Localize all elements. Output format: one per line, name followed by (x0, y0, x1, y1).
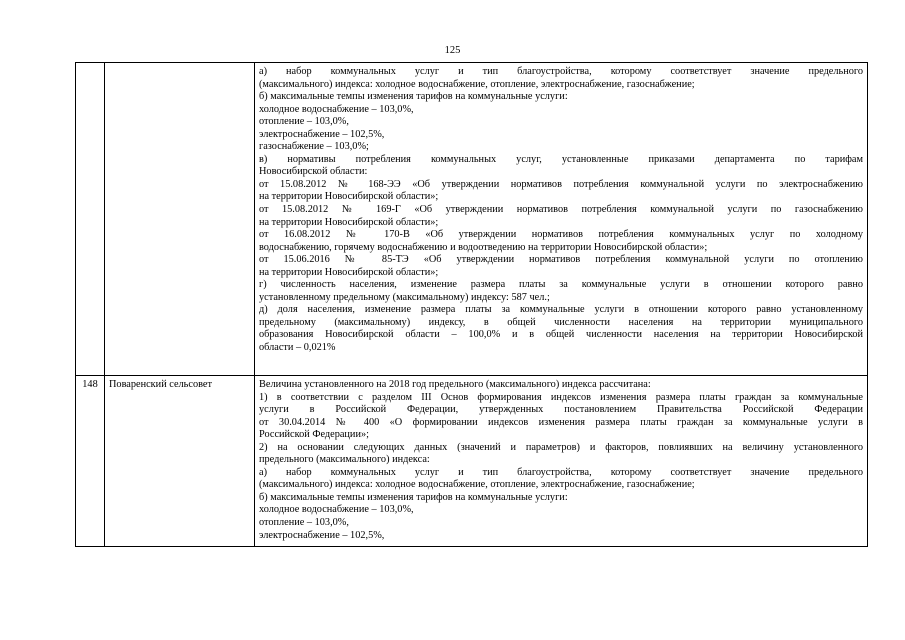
description-line: б) максимальные темпы изменения тарифов на коммунальные услуги: (259, 491, 568, 503)
description-line: образования Новосибирской области – 100,0% и в общей численности населения на территории Новосибирской (259, 329, 863, 341)
description-line: области – 0,021% (259, 342, 336, 354)
description-line: от 30.04.2014 № 400 «О формировании индексов изменения размера платы граждан за коммунальные услуги в (259, 416, 863, 428)
description-line: электроснабжение – 102,5%, (259, 529, 385, 541)
description-line: холодное водоснабжение – 103,0%, (259, 103, 414, 115)
description-line: в) нормативы потребления коммунальных услуг, установленные приказами департамента по тарифам (259, 153, 863, 165)
description-line: газоснабжение – 103,0%; (259, 141, 369, 153)
description-line: (максимального) индекса: холодное водоснабжение, отопление, электроснабжение, газоснабжение; (259, 479, 695, 491)
row-number-cell (76, 63, 105, 376)
description-line: на территории Новосибирской области»; (259, 216, 439, 228)
description-line: Новосибирской области: (259, 166, 368, 178)
page-number: 125 (444, 45, 461, 56)
description-line: от 15.08.2012 № 169-Г «Об утверждении нормативов потребления коммунальной услуги по газоснабжению (259, 204, 863, 216)
description-line: от 15.06.2016 № 85-ТЭ «Об утверждении нормативов потребления коммунальной услуги по отоплению (259, 254, 863, 266)
description-line: от 15.08.2012 № 168-ЭЭ «Об утверждении нормативов потребления коммунальной услуги по электроснабжению (259, 178, 863, 190)
description-line: услуги в Российской Федерации, утвержденных постановлением Правительства Российской Федерации (259, 404, 863, 416)
description-line: предельного (максимального) индекса: (259, 454, 430, 466)
description-line: б) максимальные темпы изменения тарифов на коммунальные услуги: (259, 91, 568, 103)
description-line: д) доля населения, изменение размера платы за коммунальные услуги в отношении которого равно установленному (259, 304, 863, 316)
description-line: предельному (максимальному) индексу, в общей численности населения на территории муниципального (259, 316, 863, 328)
description-line: 2) на основании следующих данных (значений и параметров) и факторов, повлиявших на величину установленного (259, 441, 863, 453)
description-line: на территории Новосибирской области»; (259, 191, 439, 203)
municipality-index-table (75, 62, 868, 547)
description-line: (максимального) индекса: холодное водоснабжение, отопление, электроснабжение, газоснабжение; (259, 78, 695, 90)
description-line: Величина установленного на 2018 год предельного (максимального) индекса рассчитана: (259, 379, 651, 390)
description-line: г) численность населения, изменение размера платы за коммунальные услуги в отношении которого равно (259, 279, 863, 291)
description-line: а) набор коммунальных услуг и тип благоустройства, которому соответствует значение предельного (259, 66, 863, 77)
description-line: а) набор коммунальных услуг и тип благоустройства, которому соответствует значение предельного (259, 466, 863, 478)
description-line: установленному предельному (максимальному) индексу: 587 чел.; (259, 291, 550, 303)
description-line: 1) в соответствии с разделом III Основ формирования индексов изменения размера платы граждан за коммунальные (259, 391, 863, 403)
table-row (76, 376, 868, 547)
description-cell (255, 63, 868, 376)
description-cell (255, 376, 868, 547)
description-line: электроснабжение – 102,5%, (259, 128, 385, 140)
municipality-name-cell (105, 63, 255, 376)
description-line: от 16.08.2012 № 170-В «Об утверждении нормативов потребления коммунальных услуг по холодному (259, 229, 863, 241)
description-line: отопление – 103,0%, (259, 116, 349, 128)
description-line: на территории Новосибирской области»; (259, 266, 439, 278)
description-line: водоснабжению, горячему водоснабжению и водоотведению на территории Новосибирской области»; (259, 241, 708, 253)
row-number-cell: 148 (76, 376, 105, 547)
table-row (76, 63, 868, 376)
description-line: Российской Федерации»; (259, 429, 369, 441)
municipality-name-cell: Поваренский сельсовет (105, 376, 255, 547)
description-line: отопление – 103,0%, (259, 517, 349, 529)
description-line: холодное водоснабжение – 103,0%, (259, 504, 414, 516)
